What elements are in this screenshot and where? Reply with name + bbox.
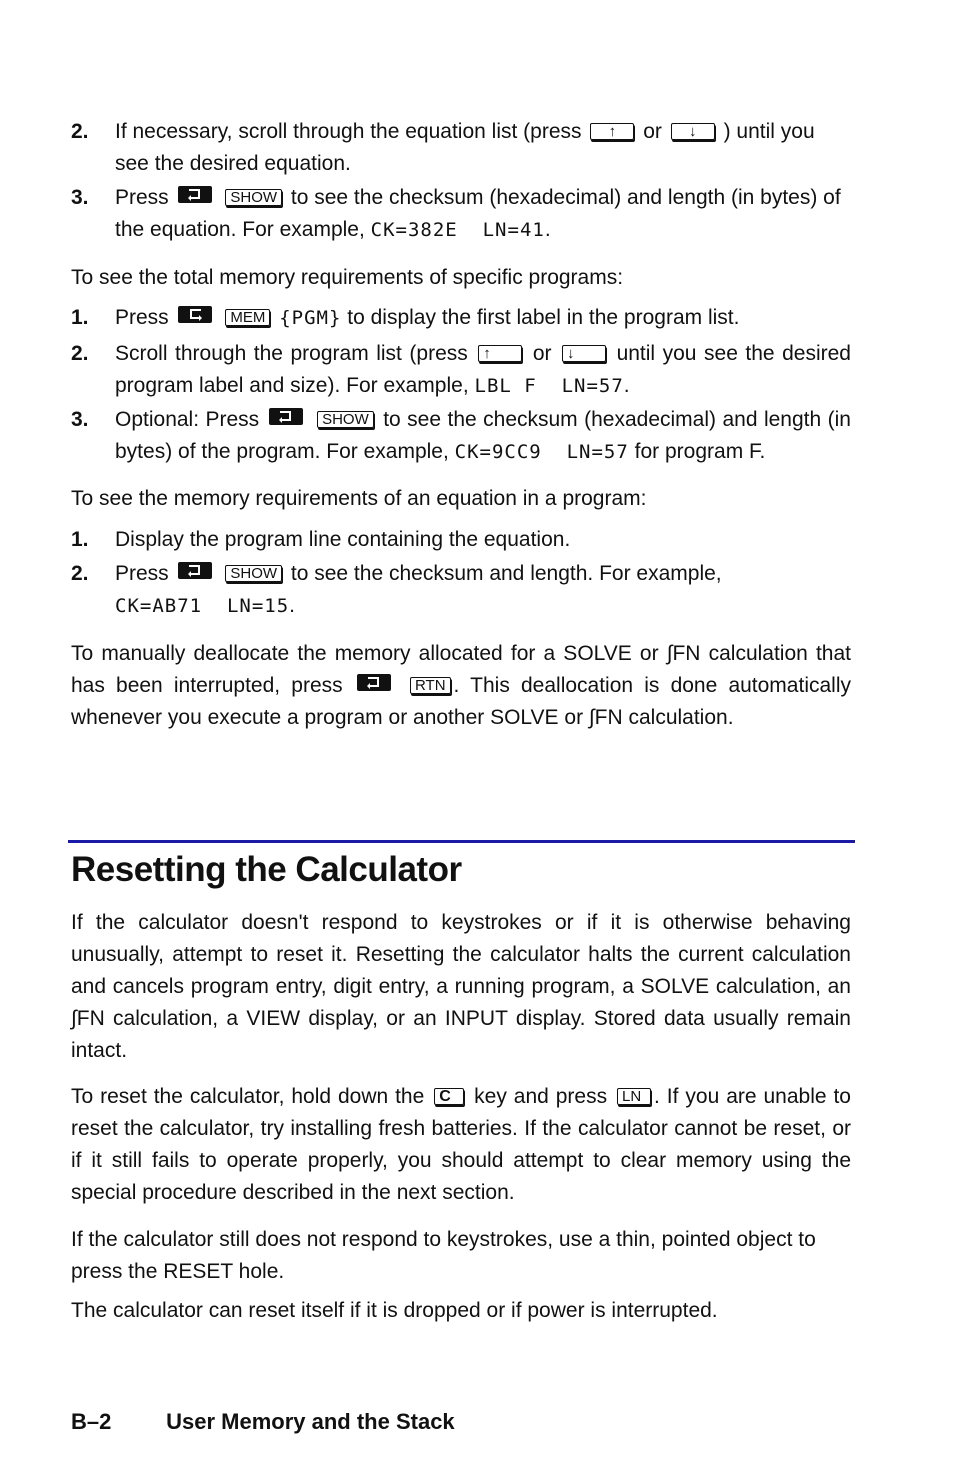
mem-key: MEM bbox=[225, 309, 270, 326]
right-shift-key-icon bbox=[178, 562, 212, 579]
show-key: SHOW bbox=[317, 411, 374, 428]
up-arrow-key: ↑ bbox=[590, 123, 634, 140]
step-number: 1. bbox=[71, 306, 89, 329]
step-number: 2. bbox=[71, 562, 89, 585]
step-scroll-programs: 2. Scroll through the program list (press ↑ or ↓ until you see the desired program label and size). For example, LBL F LN=57. bbox=[71, 338, 851, 402]
step-number: 3. bbox=[71, 186, 89, 209]
down-arrow-key: ↓ bbox=[671, 123, 715, 140]
paragraph-reset-procedure: To reset the calculator, hold down the C key and press LN . If you are unable to reset the calculator, try installing fresh batteries. If the calculator cannot be reset, or if it still fails to operate properly, you should attempt to clear memory using the special procedure described in the next section. bbox=[71, 1085, 851, 1204]
ln-key: LN bbox=[617, 1088, 651, 1105]
paragraph-deallocate-memory: To manually deallocate the memory allocated for a SOLVE or ∫FN calculation that has been interrupted, press RTN . This deallocation is done automatically whenever you execute a program or another SOLVE or ∫FN calculation. bbox=[71, 642, 851, 729]
step-number: 1. bbox=[71, 528, 89, 551]
section-rule bbox=[68, 840, 855, 843]
intro-equation-in-program: To see the memory requirements of an equation in a program: bbox=[71, 487, 647, 510]
show-key: SHOW bbox=[225, 565, 282, 582]
up-arrow-key: ↑ bbox=[478, 345, 522, 362]
paragraph-reset-intro: If the calculator doesn't respond to keystrokes or if it is otherwise behaving unusually, attempt to reset it. Resetting the calculator halts the current calculation and cancels program entry, digit entry, a running program, a SOLVE calculation, an ∫FN calculation, a VIEW display, or an INPUT display. Stored data usually remain intact. bbox=[71, 911, 851, 1062]
lcd-display-text: CK=382E LN=41 bbox=[370, 219, 545, 241]
paragraph-reset-hole: If the calculator still does not respond to keystrokes, use a thin, pointed object to press the RESET hole. bbox=[71, 1228, 816, 1283]
lcd-display-text: CK=9CC9 LN=57 bbox=[454, 441, 629, 463]
lcd-display-text: LBL F LN=57 bbox=[474, 375, 624, 397]
step-show-equation-checksum: 3. Press SHOW to see the checksum (hexadecimal) and length (in bytes) of the equation. For example, CK=382E LN=41. bbox=[71, 182, 851, 246]
step-display-program-line: 1. Display the program line containing the equation. bbox=[71, 524, 851, 556]
page-footer bbox=[71, 1406, 455, 1438]
right-shift-key-icon bbox=[178, 186, 212, 203]
right-shift-key-icon bbox=[269, 408, 303, 425]
intro-programs: To see the total memory requirements of specific programs: bbox=[71, 266, 624, 289]
step-number: 3. bbox=[71, 408, 89, 431]
lcd-display-text: CK=AB71 LN=15 bbox=[115, 595, 290, 617]
section-heading: Resetting the Calculator bbox=[71, 850, 462, 889]
chapter-title: User Memory and the Stack bbox=[166, 1409, 455, 1434]
step-show-program-checksum: 3. Optional: Press SHOW to see the checksum (hexadecimal) and length (in bytes) of the program. For example, CK=9CC9 LN=57 for program F. bbox=[71, 404, 851, 468]
left-shift-key-icon bbox=[178, 306, 212, 323]
step-show-line-checksum: 2. Press SHOW to see the checksum and length. For example, CK=AB71 LN=15. bbox=[71, 558, 851, 622]
page-number: B–2 bbox=[71, 1409, 112, 1434]
paragraph-self-reset: The calculator can reset itself if it is dropped or if power is interrupted. bbox=[71, 1299, 718, 1322]
step-display-program-list: 1. Press MEM {PGM} to display the first label in the program list. bbox=[71, 302, 851, 334]
down-arrow-key: ↓ bbox=[562, 345, 606, 362]
show-key: SHOW bbox=[225, 189, 282, 206]
right-shift-key-icon bbox=[357, 674, 391, 691]
rtn-key: RTN bbox=[410, 677, 451, 694]
lcd-menu-label: {PGM} bbox=[279, 307, 342, 329]
c-key: C bbox=[434, 1088, 464, 1105]
step-number: 2. bbox=[71, 342, 89, 365]
step-number: 2. bbox=[71, 120, 89, 143]
step-scroll-equations: 2. If necessary, scroll through the equation list (press ↑ or ↓ ) until you see the desired equation. bbox=[71, 116, 851, 180]
